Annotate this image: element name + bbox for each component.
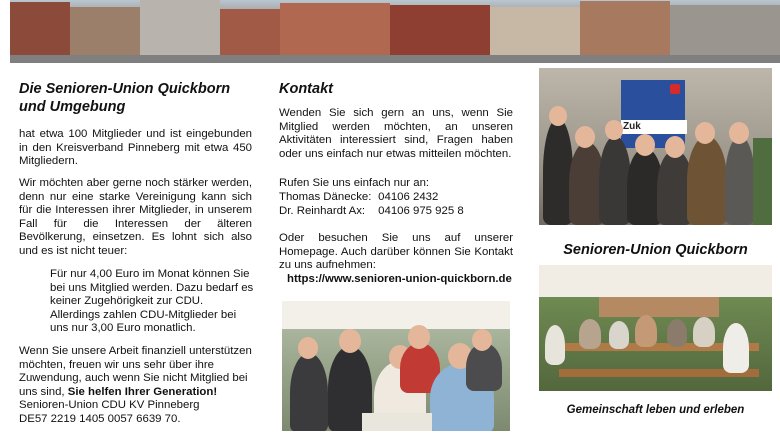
bank-account-name: Senioren-Union CDU KV Pinneberg: [19, 399, 200, 412]
iban-number: DE57 2219 1405 0057 6639 70.: [19, 412, 181, 425]
community-gathering-photo: [539, 265, 772, 391]
intro-paragraph: hat etwa 100 Mitglieder und ist eingebunden in den Kreisverband Pinneberg mit etwa 450 Mitgliedern.: [19, 128, 252, 168]
group-photo-caption: Senioren-Union Quickborn: [563, 242, 748, 258]
membership-fee-text: Für nur 4,00 Euro im Monat können Sie bei uns Mitglied werden. Dazu bedarf es keiner Zugehörigkeit zur CDU. Allerdings zahlen CDU-Mitglieder bei uns nur 3,00 Euro monatlich.: [50, 268, 254, 335]
contact-phone: 04106 975 925 8: [378, 205, 464, 217]
members-group-photo: [539, 68, 772, 225]
contact-intro: Wenden Sie sich gern an uns, wenn Sie Mitglied werden möchten, an unseren Aktivitäten interessiert sind, Fragen haben oder uns einfach nur etwas mitteilen möchten.: [279, 107, 513, 160]
donation-paragraph: [19, 345, 264, 427]
donation-bold-text: Sie helfen Ihrer Generation!: [67, 385, 218, 398]
tent-roof: [282, 301, 510, 329]
contact-person-name: Dr. Reinhardt Ax:: [279, 205, 366, 217]
donation-text: Wenn Sie unsere Arbeit finanziell unterstützen möchten, freuen wir uns sehr über ihre Zuwendung, auch wenn Sie nicht Mitglied bei uns sind,: [19, 345, 252, 398]
contact-heading: Kontakt: [279, 81, 333, 97]
poster-text: Zuk: [621, 120, 687, 134]
community-caption: Gemeinschaft leben und erleben: [566, 404, 745, 416]
homepage-link[interactable]: https://www.senioren-union-quickborn.de: [287, 273, 512, 285]
seniors-group-photo: [282, 301, 510, 431]
senioren-union-heading: Die Senioren-Union Quickborn und Umgebung: [19, 81, 231, 115]
call-label: Rufen Sie uns einfach nur an:: [279, 177, 430, 189]
contact-person-row: [279, 205, 513, 219]
tent-roof: [539, 265, 772, 297]
contact-phone: 04106 2432: [378, 191, 439, 203]
town-street-banner-photo: [10, 0, 780, 63]
membership-paragraph: Wir möchten aber gerne noch stärker werden, denn nur eine starke Vereinigung kann sich für die Interessen ihrer Mitglieder, in unserem Fall für die Interessen der älteren Bevölkerung, einsetzen. Es lohnt sich also und es ist nicht teuer:: [19, 177, 252, 257]
homepage-paragraph: Oder besuchen Sie uns auf unserer Homepage. Auch darüber können Sie Kontakt zu uns aufnehmen:: [279, 232, 513, 272]
contact-person-name: Thomas Dänecke:: [279, 191, 372, 203]
contact-person-row: [279, 191, 513, 205]
